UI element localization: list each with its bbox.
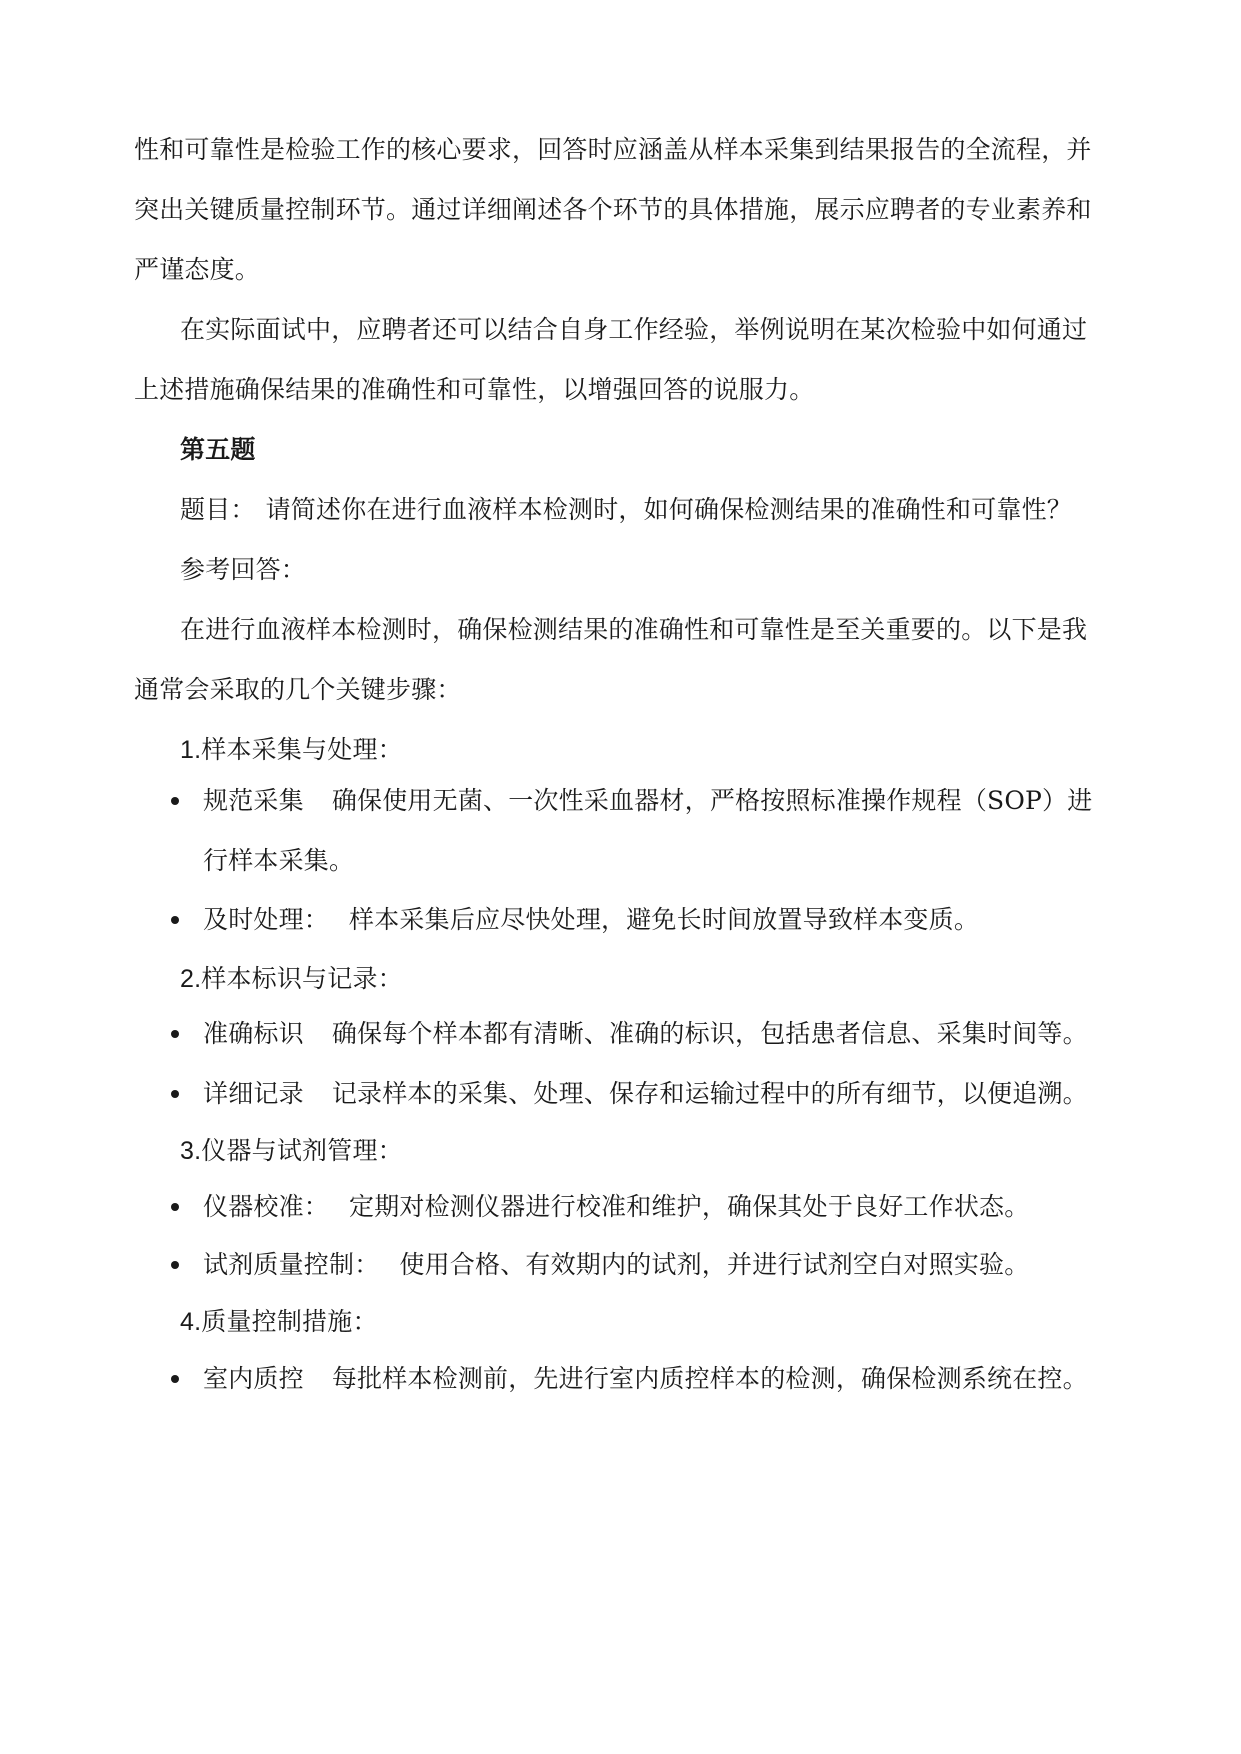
bullet-item — [203, 1190, 1029, 1224]
bullet-item — [203, 1017, 1088, 1051]
step-number: 3. — [180, 1137, 202, 1165]
bullet-icon — [171, 1203, 179, 1211]
question-text: 请简述你在进行血液样本检测时，如何确保检测结果的准确性和可靠性？ — [265, 495, 1073, 524]
paragraph-line: 上述措施确保结果的准确性和可靠性，以增强回答的说服力。 — [134, 375, 815, 404]
step-title — [180, 962, 403, 996]
step-number: 2. — [180, 965, 202, 993]
step-title-text: 样本采集与处理： — [201, 735, 403, 764]
bullet-icon — [171, 916, 179, 924]
question-line — [180, 493, 1072, 527]
intro-line: 通常会采取的几个关键步骤： — [134, 675, 462, 704]
paragraph-line: 突出关键质量控制环节。通过详细阐述各个环节的具体措施，展示应聘者的专业素养和 — [134, 195, 1092, 224]
bullet-item — [203, 1248, 1029, 1282]
bullet-text: 记录样本的采集、处理、保存和运输过程中的所有细节，以便追溯。 — [331, 1079, 1088, 1108]
step-title-text: 仪器与试剂管理： — [201, 1136, 403, 1165]
question-label: 题目： — [180, 495, 256, 524]
bullet-icon — [171, 1375, 179, 1383]
bullet-text: 确保使用无菌、一次性采血器材，严格按照标准操作规程（SOP）进 — [331, 786, 1093, 815]
bullet-icon — [171, 1030, 179, 1038]
paragraph-line: 性和可靠性是检验工作的核心要求，回答时应涵盖从样本采集到结果报告的全流程，并 — [134, 135, 1092, 164]
bullet-label: 试剂质量控制： — [203, 1250, 380, 1279]
bullet-item — [203, 1362, 1088, 1396]
bullet-text: 样本采集后应尽快处理，避免长时间放置导致样本变质。 — [349, 905, 980, 934]
bullet-icon — [171, 1261, 179, 1269]
bullet-label: 详细记录 — [203, 1079, 304, 1108]
bullet-label: 及时处理： — [203, 905, 330, 934]
bullet-text: 使用合格、有效期内的试剂，并进行试剂空白对照实验。 — [399, 1250, 1030, 1279]
bullet-text-continued: 行样本采集。 — [203, 846, 355, 875]
bullet-text: 确保每个样本都有清晰、准确的标识，包括患者信息、采集时间等。 — [331, 1019, 1088, 1048]
intro-line: 在进行血液样本检测时，确保检测结果的准确性和可靠性是至关重要的。以下是我 — [180, 615, 1088, 644]
bullet-item — [203, 1077, 1088, 1111]
step-title — [180, 1134, 403, 1168]
step-title-text: 质量控制措施： — [201, 1307, 378, 1336]
step-number: 4. — [180, 1308, 202, 1336]
bullet-text: 定期对检测仪器进行校准和维护，确保其处于良好工作状态。 — [349, 1192, 1030, 1221]
bullet-icon — [171, 1090, 179, 1098]
bullet-label: 仪器校准： — [203, 1192, 330, 1221]
section-heading: 第五题 — [180, 435, 256, 464]
step-title — [180, 733, 403, 767]
step-title-text: 样本标识与记录： — [201, 964, 403, 993]
bullet-icon — [171, 797, 179, 805]
bullet-label: 规范采集 — [203, 786, 304, 815]
bullet-item — [203, 784, 1092, 818]
bullet-label: 室内质控 — [203, 1364, 304, 1393]
step-number: 1. — [180, 736, 202, 764]
step-title — [180, 1305, 378, 1339]
bullet-text: 每批样本检测前，先进行室内质控样本的检测，确保检测系统在控。 — [331, 1364, 1088, 1393]
answer-label: 参考回答： — [180, 555, 307, 584]
bullet-label: 准确标识 — [203, 1019, 304, 1048]
paragraph-line: 严谨态度。 — [134, 255, 261, 284]
paragraph-line: 在实际面试中，应聘者还可以结合自身工作经验，举例说明在某次检验中如何通过 — [180, 315, 1088, 344]
bullet-item — [203, 903, 979, 937]
